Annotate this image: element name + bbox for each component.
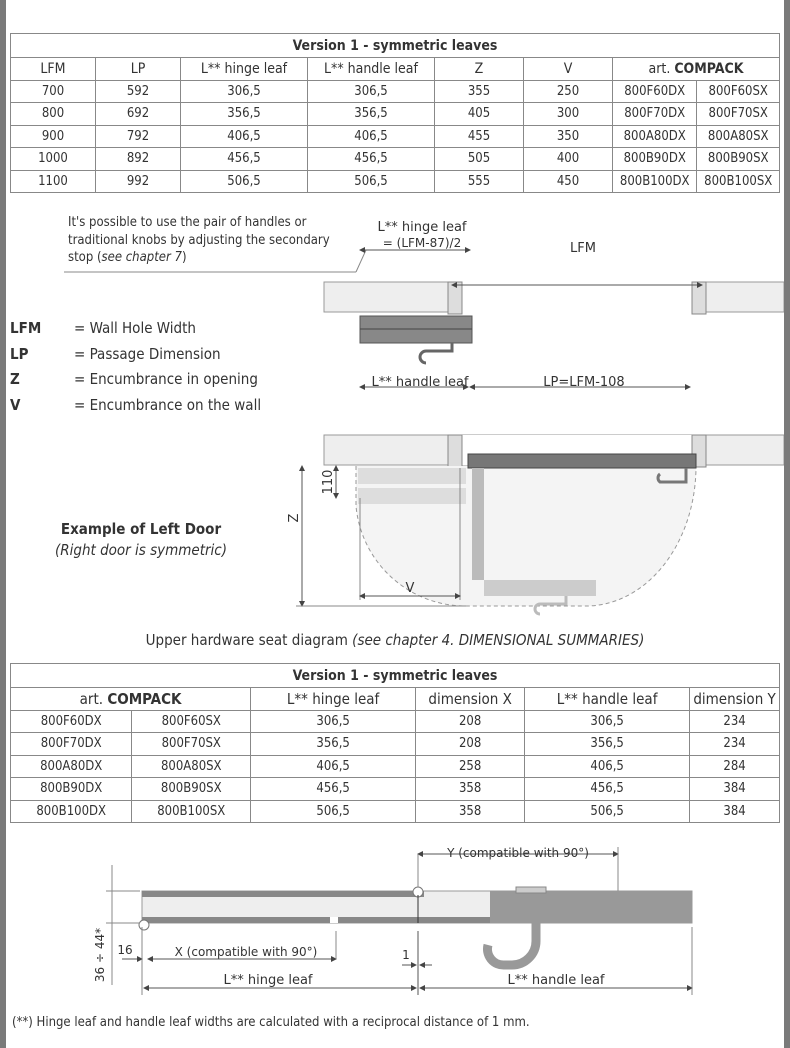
table-cell: 456,5 xyxy=(308,148,435,171)
hinge-leaf-label: L** hinge leaf xyxy=(223,973,313,988)
table-cell: 506,5 xyxy=(525,800,690,823)
legend-item xyxy=(10,316,261,342)
table-cell: 800B90DX xyxy=(613,148,697,171)
table-cell: 350 xyxy=(524,125,613,148)
dim-z: Z xyxy=(287,513,302,523)
table-cell: 700 xyxy=(11,80,96,103)
legend-item xyxy=(10,342,261,368)
table-cell: 800F60SX xyxy=(697,80,780,103)
table-cell: 800B90DX xyxy=(11,778,132,801)
table-row xyxy=(11,778,780,801)
table-cell: 455 xyxy=(435,125,524,148)
handle-leaf-label: L** handle leaf xyxy=(371,375,469,390)
document-page xyxy=(6,0,784,1048)
col-hinge-leaf: L** hinge leaf xyxy=(181,58,308,81)
table-cell: 800A80SX xyxy=(697,125,780,148)
table-cell: 234 xyxy=(690,733,780,756)
col-hinge-leaf: L** hinge leaf xyxy=(251,688,416,711)
example-caption xyxy=(26,519,256,561)
table-cell: 406,5 xyxy=(525,755,690,778)
table-cell: 800B100DX xyxy=(11,800,132,823)
table-cell: 800F60DX xyxy=(613,80,697,103)
table-row xyxy=(11,733,780,756)
table-cell: 506,5 xyxy=(251,800,416,823)
dim-16: 16 xyxy=(117,943,133,957)
table-cell: 800F70SX xyxy=(132,733,251,756)
hardware-seat-table xyxy=(10,663,780,823)
table-cell: 800F70SX xyxy=(697,103,780,126)
col-lp: LP xyxy=(96,58,181,81)
table-cell: 800F60DX xyxy=(11,710,132,733)
dimensions-table xyxy=(10,33,780,193)
col-v: V xyxy=(524,58,613,81)
caption-text: Upper hardware seat diagram xyxy=(145,631,353,649)
table-cell: 892 xyxy=(96,148,181,171)
table-cell: 250 xyxy=(524,80,613,103)
table-cell: 506,5 xyxy=(181,170,308,193)
table-cell: 356,5 xyxy=(525,733,690,756)
legend-desc: = Passage Dimension xyxy=(74,344,221,363)
table-cell: 356,5 xyxy=(308,103,435,126)
table-cell: 800F70DX xyxy=(11,733,132,756)
table-cell: 306,5 xyxy=(251,710,416,733)
note-end: ) xyxy=(181,250,187,265)
table-cell: 800A80SX xyxy=(132,755,251,778)
lfm-label: LFM xyxy=(570,241,596,256)
col-dimension-x: dimension X xyxy=(416,688,525,711)
table-cell: 800B90SX xyxy=(697,148,780,171)
dim-1: 1 xyxy=(402,948,410,962)
table-cell: 208 xyxy=(416,710,525,733)
table-cell: 800F60SX xyxy=(132,710,251,733)
table-cell: 358 xyxy=(416,778,525,801)
table-header xyxy=(11,688,780,711)
table-cell: 306,5 xyxy=(525,710,690,733)
table-cell: 800 xyxy=(11,103,96,126)
table-cell: 234 xyxy=(690,710,780,733)
open-door-drawing xyxy=(296,435,784,614)
table-cell: 208 xyxy=(416,733,525,756)
table-cell: 800A80DX xyxy=(613,125,697,148)
legend-desc: = Encumbrance in opening xyxy=(74,370,258,388)
col-art xyxy=(11,688,251,711)
table-row xyxy=(11,800,780,823)
legend-key: V xyxy=(10,395,21,414)
table-cell: 406,5 xyxy=(251,755,416,778)
legend-desc: = Wall Hole Width xyxy=(74,319,196,337)
table-cell: 358 xyxy=(416,800,525,823)
table-cell: 800B100SX xyxy=(132,800,251,823)
section-caption xyxy=(6,631,784,649)
table-row xyxy=(11,125,780,148)
table-cell: 800B100DX xyxy=(613,170,697,193)
table-row xyxy=(11,148,780,171)
col-lfm: LFM xyxy=(11,58,96,81)
art-brand: COMPACK xyxy=(107,689,182,708)
table-cell: 355 xyxy=(435,80,524,103)
col-art xyxy=(613,58,780,81)
table-cell: 800A80DX xyxy=(11,755,132,778)
table-row xyxy=(11,80,780,103)
table-cell: 356,5 xyxy=(181,103,308,126)
example-title: Example of Left Door xyxy=(60,520,222,538)
x-dimension-label: X (compatible with 90°) xyxy=(174,945,318,959)
col-handle-leaf: L** handle leaf xyxy=(525,688,690,711)
table-cell: 505 xyxy=(435,148,524,171)
table-row xyxy=(11,170,780,193)
table-cell: 384 xyxy=(690,800,780,823)
note-ref: see chapter 7 xyxy=(101,250,182,265)
table-cell: 592 xyxy=(96,80,181,103)
note-text: It's possible to use the pair of handles or traditional knobs by adjusting the secondary stop ( xyxy=(68,215,330,265)
table-cell: 300 xyxy=(524,103,613,126)
footnote: (**) Hinge leaf and handle leaf widths are calculated with a reciprocal distance of 1 mm. xyxy=(12,1015,530,1030)
table-header xyxy=(11,58,780,81)
hinge-formula: = (LFM-87)/2 xyxy=(382,236,462,250)
legend xyxy=(10,316,261,418)
table-cell: 456,5 xyxy=(181,148,308,171)
art-prefix: art. xyxy=(79,689,108,708)
table-row xyxy=(11,710,780,733)
art-prefix: art. xyxy=(648,60,675,77)
table-row xyxy=(11,755,780,778)
table-cell: 400 xyxy=(524,148,613,171)
table-cell: 506,5 xyxy=(308,170,435,193)
hinge-leaf-label: L** hinge leaf xyxy=(377,220,467,235)
table-cell: 406,5 xyxy=(181,125,308,148)
dim-v: V xyxy=(405,581,415,596)
table-cell: 555 xyxy=(435,170,524,193)
table-cell: 284 xyxy=(690,755,780,778)
table-cell: 450 xyxy=(524,170,613,193)
thickness-label: 36 ÷ 44* xyxy=(93,927,107,983)
table-cell: 306,5 xyxy=(181,80,308,103)
table-cell: 405 xyxy=(435,103,524,126)
table-cell: 456,5 xyxy=(251,778,416,801)
col-z: Z xyxy=(435,58,524,81)
table-cell: 992 xyxy=(96,170,181,193)
col-handle-leaf: L** handle leaf xyxy=(308,58,435,81)
table-cell: 406,5 xyxy=(308,125,435,148)
caption-ref: (see chapter 4. DIMENSIONAL SUMMARIES) xyxy=(352,631,645,649)
table-cell: 356,5 xyxy=(251,733,416,756)
legend-key: LFM xyxy=(10,319,42,337)
lp-label: LP=LFM-108 xyxy=(543,375,625,390)
legend-item xyxy=(10,393,261,419)
table-cell: 692 xyxy=(96,103,181,126)
handle-leaf-label: L** handle leaf xyxy=(507,973,605,988)
table-title: Version 1 - symmetric leaves xyxy=(11,34,780,58)
legend-key: LP xyxy=(10,344,29,363)
table-cell: 1100 xyxy=(11,170,96,193)
table-cell: 792 xyxy=(96,125,181,148)
dim-110: 110 xyxy=(321,469,336,495)
col-dimension-y: dimension Y xyxy=(690,688,780,711)
table-cell: 306,5 xyxy=(308,80,435,103)
legend-item xyxy=(10,367,261,393)
table-cell: 900 xyxy=(11,125,96,148)
y-dimension-label: Y (compatible with 90°) xyxy=(447,846,589,860)
table-row xyxy=(11,103,780,126)
legend-desc: = Encumbrance on the wall xyxy=(74,395,262,414)
table-cell: 384 xyxy=(690,778,780,801)
table-cell: 1000 xyxy=(11,148,96,171)
table-cell: 800F70DX xyxy=(613,103,697,126)
example-subtitle: (Right door is symmetric) xyxy=(55,541,227,559)
table-cell: 800B90SX xyxy=(132,778,251,801)
table-title: Version 1 - symmetric leaves xyxy=(11,664,780,688)
art-brand: COMPACK xyxy=(674,60,744,77)
table-cell: 456,5 xyxy=(525,778,690,801)
table-cell: 800B100SX xyxy=(697,170,780,193)
legend-key: Z xyxy=(10,370,20,388)
table-cell: 258 xyxy=(416,755,525,778)
hardware-seat-diagram xyxy=(6,835,784,1005)
